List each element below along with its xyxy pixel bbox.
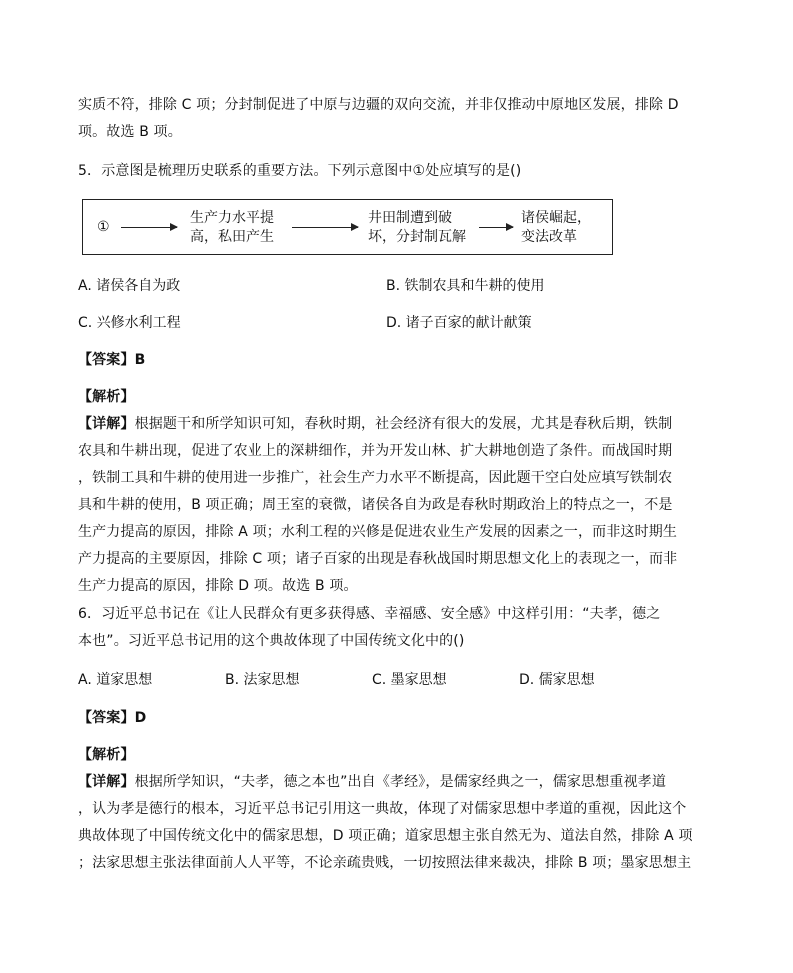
q6-option-b[interactable]: B. 法家思想 (225, 672, 300, 688)
diagram-node-3-line-1: 井田制遭到破 (368, 210, 452, 226)
q5-detail-label: 【详解】 (78, 416, 135, 432)
q4-tail-line-2: 项。故选 B 项。 (78, 124, 182, 140)
diagram-node-4 (521, 209, 591, 247)
q5-detail-line-6: 产力提高的主要原因，排除 C 项；诸子百家的出现是春秋战国时期思想文化上的表现之一，而非 (78, 551, 678, 567)
q5-detail-line-5: 生产力提高的原因，排除 A 项；水利工程的兴修是促进农业生产发展的因素之一，而非这时期生 (78, 524, 678, 540)
diagram-node-1: ① (97, 219, 110, 235)
q6-detail-line-2: ，认为孝是德行的根本，习近平总书记引用这一典故，体现了对儒家思想中孝道的重视，因此这个 (78, 801, 687, 817)
q5-answer-label: 【答案】 (78, 352, 135, 368)
q6-detail-line-1 (78, 772, 666, 792)
q5-option-b[interactable]: B. 铁制农具和牛耕的使用 (386, 278, 545, 294)
diagram-node-3-line-2: 坏，分封制瓦解 (368, 229, 466, 245)
q4-tail-line-1: 实质不符，排除 C 项；分封制促进了中原与边疆的双向交流，并非仅推动中原地区发展，排除 D (78, 97, 679, 113)
q6-detail-line-4: ；法家思想主张法律面前人人平等，不论亲疏贵贱，一切按照法律来裁决，排除 B 项；墨家思想主 (78, 855, 692, 871)
q6-stem-line-1: 6．习近平总书记在《让人民群众有更多获得感、幸福感、安全感》中这样引用：“夫孝，德之 (78, 606, 661, 622)
q5-answer (78, 350, 145, 370)
diagram-node-4-line-2: 变法改革 (521, 229, 577, 245)
diagram-arrow-1 (121, 227, 177, 228)
q5-option-d[interactable]: D. 诸子百家的献计献策 (386, 315, 532, 331)
q5-detail-line-2: 农具和牛耕出现，促进了农业上的深耕细作，并为开发山林、扩大耕地创造了条件。而战国时期 (78, 443, 673, 459)
q6-answer (78, 708, 146, 728)
q5-detail-line-3: ，铁制工具和牛耕的使用进一步推广，社会生产力水平不断提高，因此题干空白处应填写铁制农 (78, 470, 673, 486)
diagram-node-4-line-1: 诸侯崛起， (521, 210, 591, 226)
q6-option-d[interactable]: D. 儒家思想 (519, 672, 595, 688)
q6-option-a[interactable]: A. 道家思想 (78, 672, 153, 688)
diagram-arrow-3 (479, 227, 513, 228)
diagram-node-3 (368, 209, 466, 247)
q6-detail-label: 【详解】 (78, 774, 135, 790)
q6-analysis-label: 【解析】 (78, 747, 135, 763)
q5-detail-line-4: 具和牛耕的使用，B 项正确；周王室的衰微，诸侯各自为政是春秋时期政治上的特点之一，不是 (78, 497, 673, 513)
diagram-arrow-2 (292, 227, 358, 228)
q5-detail-text-1: 根据题干和所学知识可知，春秋时期，社会经济有很大的发展，尤其是春秋后期，铁制 (134, 416, 673, 432)
diagram-node-2-line-2: 高，私田产生 (190, 229, 274, 245)
diagram-node-2-line-1: 生产力水平提 (190, 210, 274, 226)
q5-detail-line-1 (78, 414, 672, 434)
q6-detail-line-3: 典故体现了中国传统文化中的儒家思想，D 项正确；道家思想主张自然无为、道法自然，排除 A 项 (78, 828, 693, 844)
diagram-node-2 (190, 209, 274, 247)
q5-analysis-label: 【解析】 (78, 389, 135, 405)
q6-detail-text-1: 根据所学知识，“夫孝，德之本也”出自《孝经》，是儒家经典之一，儒家思想重视孝道 (134, 774, 666, 790)
q6-answer-value: D (134, 710, 147, 726)
q5-option-a[interactable]: A. 诸侯各自为政 (78, 278, 181, 294)
q6-stem-line-2: 本也”。习近平总书记用的这个典故体现了中国传统文化中的() (78, 633, 465, 649)
q6-answer-label: 【答案】 (78, 710, 135, 726)
q5-detail-line-7: 生产力提高的原因，排除 D 项。故选 B 项。 (78, 578, 358, 594)
q5-option-c[interactable]: C. 兴修水利工程 (78, 315, 181, 331)
q5-stem: 5．示意图是梳理历史联系的重要方法。下列示意图中①处应填写的是() (78, 163, 522, 179)
q5-diagram (82, 199, 613, 255)
q6-option-c[interactable]: C. 墨家思想 (372, 672, 447, 688)
q5-answer-value: B (134, 352, 146, 368)
